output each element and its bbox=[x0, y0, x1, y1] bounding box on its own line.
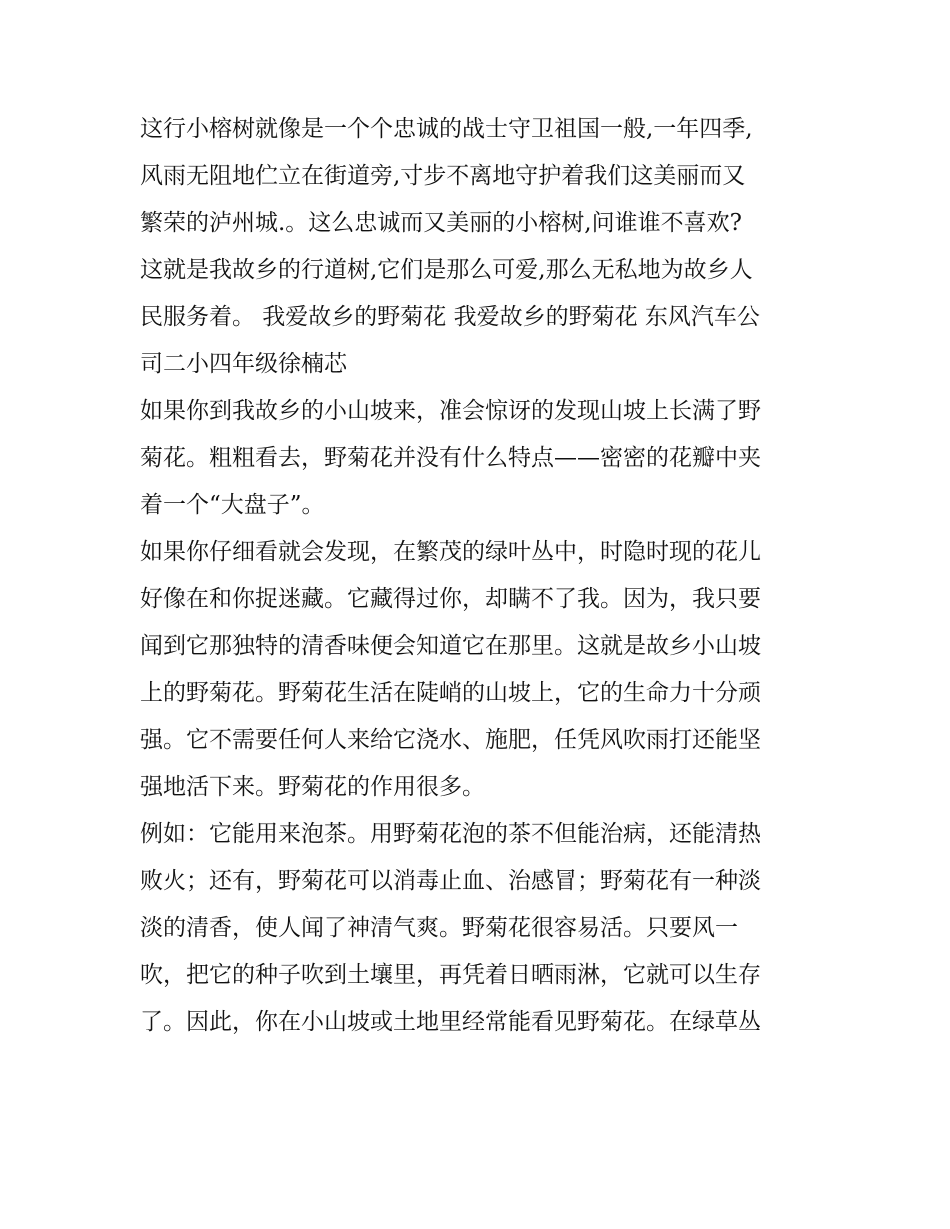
text-line: 民服务着。 我爱故乡的野菊花 我爱故乡的野菊花 东风汽车公 bbox=[140, 304, 760, 330]
text-line: 强地活下来。野菊花的作用很多。 bbox=[140, 774, 485, 800]
text-line: 吹，把它的种子吹到土壤里，再凭着日晒雨淋，它就可以生存 bbox=[140, 962, 761, 988]
text-line: 上的野菊花。野菊花生活在陡峭的山坡上，它的生命力十分顽 bbox=[140, 680, 761, 706]
paragraph-uses bbox=[140, 811, 830, 1046]
text-line: 如果你到我故乡的小山坡来，准会惊讶的发现山坡上长满了野 bbox=[140, 398, 761, 424]
text-line: 强。它不需要任何人来给它浇水、施肥，任凭风吹雨打还能坚 bbox=[140, 727, 761, 753]
text-line: 风雨无阻地伫立在街道旁,寸步不离地守护着我们这美丽而又 bbox=[140, 163, 746, 189]
text-line: 菊花。粗粗看去，野菊花并没有什么特点——密密的花瓣中夹 bbox=[140, 445, 761, 471]
text-line: 例如：它能用来泡茶。用野菊花泡的茶不但能治病，还能清热 bbox=[140, 821, 761, 847]
text-line: 好像在和你捉迷藏。它藏得过你，却瞒不了我。因为，我只要 bbox=[140, 586, 761, 612]
text-line: 这就是我故乡的行道树,它们是那么可爱,那么无私地为故乡人 bbox=[140, 257, 753, 283]
paragraph-hide-and-seek bbox=[140, 529, 830, 811]
text-line: 这行小榕树就像是一个个忠诚的战士守卫祖国一般,一年四季, bbox=[140, 116, 753, 142]
paragraph-hillside bbox=[140, 388, 830, 529]
text-line: 了。因此，你在小山坡或土地里经常能看见野菊花。在绿草丛 bbox=[140, 1009, 761, 1035]
text-line: 败火；还有，野菊花可以消毒止血、治感冒；野菊花有一种淡 bbox=[140, 868, 761, 894]
text-line: 司二小四年级徐楠芯 bbox=[140, 351, 347, 377]
document-body bbox=[140, 106, 830, 1046]
text-line: 繁荣的泸州城.。这么忠诚而又美丽的小榕树,问谁谁不喜欢? bbox=[140, 210, 742, 236]
text-line: 如果你仔细看就会发现，在繁茂的绿叶丛中，时隐时现的花儿 bbox=[140, 539, 761, 565]
text-line: 淡的清香，使人闻了神清气爽。野菊花很容易活。只要风一 bbox=[140, 915, 738, 941]
text-line: 闻到它那独特的清香味便会知道它在那里。这就是故乡小山坡 bbox=[140, 633, 761, 659]
paragraph-banyan bbox=[140, 106, 830, 388]
text-line: 着一个“大盘子”。 bbox=[140, 492, 325, 518]
